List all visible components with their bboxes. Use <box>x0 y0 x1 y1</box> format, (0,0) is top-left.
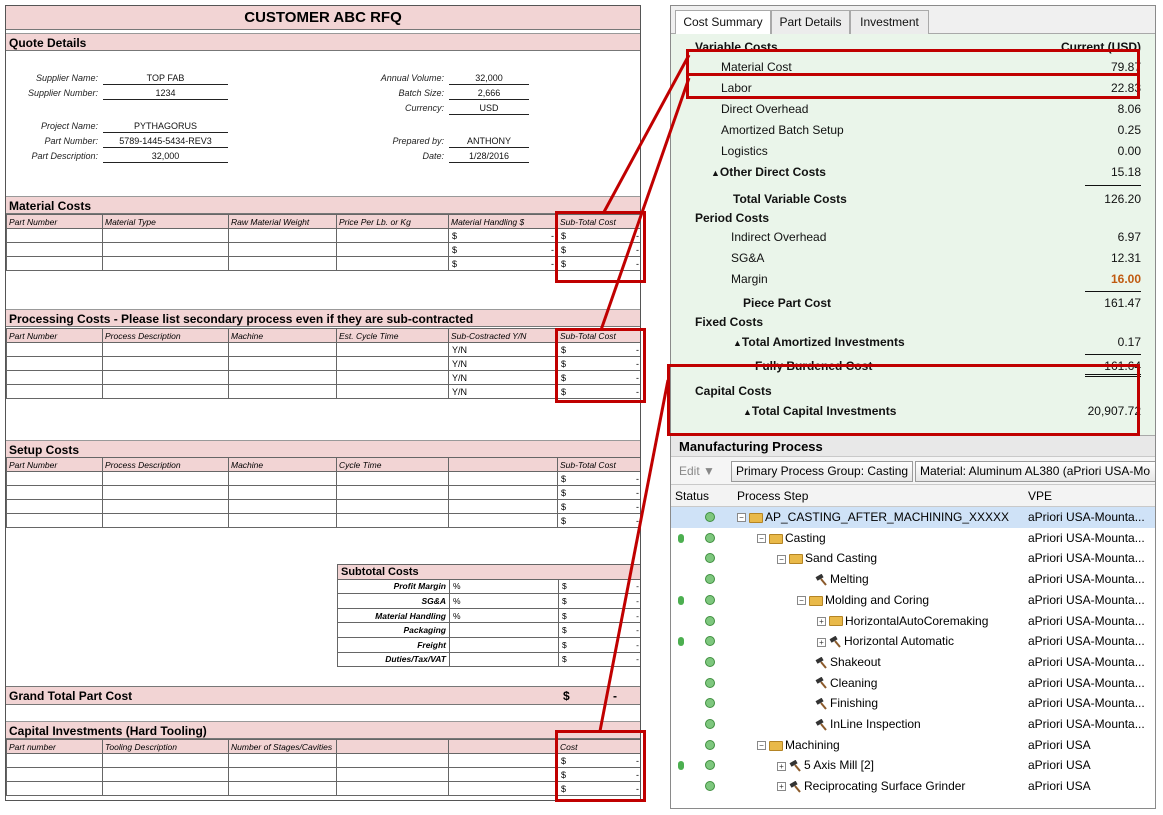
part-description-label: Part Description: <box>31 151 98 161</box>
rfq-title: CUSTOMER ABC RFQ <box>6 6 640 30</box>
project-name-label: Project Name: <box>40 121 98 131</box>
annual-volume-label: Annual Volume: <box>380 73 444 83</box>
process-step-name: Reciprocating Surface Grinder <box>804 779 966 794</box>
capital-investments-heading: Capital Investments (Hard Tooling) <box>6 721 640 739</box>
col-header: Part Number <box>7 458 103 472</box>
process-step-name: HorizontalAutoCoremaking <box>845 613 989 628</box>
other-direct-costs-value: 15.18 <box>1110 165 1141 179</box>
dash-value: - <box>636 258 639 269</box>
currency-symbol: $ <box>562 625 567 636</box>
col-header: Material Type <box>103 215 229 229</box>
part-number-field[interactable]: 5789-1445-5434-REV3 <box>103 135 228 148</box>
process-step-name: Horizontal Automatic <box>844 634 955 649</box>
total-amortized-investments-label: Total Amortized Investments <box>741 335 905 349</box>
material-costs-heading: Material Costs <box>6 196 640 214</box>
other-direct-costs-label: Other Direct Costs <box>719 165 826 179</box>
fully-burdened-cost-value: 161.64 <box>1104 359 1141 373</box>
currency-symbol: $ <box>561 372 567 383</box>
process-step-vpe: aPriori USA-Mounta... <box>1028 510 1145 524</box>
dash-value: - <box>551 258 554 269</box>
col-header: Part Number <box>7 329 103 343</box>
currency-symbol: $ <box>452 258 458 269</box>
supplier-number-label: Supplier Number: <box>27 88 98 98</box>
dash-value: - <box>636 230 639 241</box>
direct-overhead-value: 8.06 <box>1117 102 1141 116</box>
dash-value: - <box>636 610 640 621</box>
col-header: Machine <box>229 458 337 472</box>
yn-cell[interactable]: Y/N <box>449 343 558 357</box>
process-step-name: Shakeout <box>830 654 881 669</box>
capital-costs-label: Capital Costs <box>695 384 772 398</box>
grand-total-value: - <box>613 689 617 703</box>
process-step-column-header[interactable]: Process Step <box>737 489 809 503</box>
currency-symbol: $ <box>561 344 567 355</box>
col-header: Tooling Description <box>103 740 229 754</box>
period-costs-label: Period Costs <box>695 211 770 225</box>
process-step-vpe: aPriori USA-Mounta... <box>1028 654 1145 669</box>
row-label: Material Handling <box>338 608 450 623</box>
col-header: Process Description <box>103 458 229 472</box>
row-label: Freight <box>338 637 450 652</box>
fully-burdened-cost-label: Fully Burdened Cost <box>755 359 873 373</box>
logistics-value: 0.00 <box>1117 144 1141 158</box>
col-header: Machine <box>229 329 337 343</box>
dash-value: - <box>636 654 640 665</box>
col-header: Cycle Time <box>337 458 449 472</box>
expand-icon[interactable]: + <box>817 617 826 626</box>
process-step-vpe: aPriori USA-Mounta... <box>1028 696 1145 711</box>
dash-value: - <box>636 358 639 369</box>
supplier-name-label: Supplier Name: <box>35 73 98 83</box>
process-step-vpe: aPriori USA-Mounta... <box>1028 572 1145 587</box>
col-header: Sub-Costracted Y/N <box>449 329 558 343</box>
expand-icon[interactable]: + <box>777 782 786 791</box>
currency-symbol: $ <box>561 783 567 794</box>
indirect-overhead-label: Indirect Overhead <box>731 230 827 244</box>
currency-label: Currency: <box>404 103 444 113</box>
status-column-header[interactable]: Status <box>675 489 710 503</box>
part-number-label: Part Number: <box>44 136 98 146</box>
col-header: Raw Material Weight <box>229 215 337 229</box>
indirect-overhead-value: 6.97 <box>1117 230 1141 244</box>
currency-symbol: $ <box>561 230 567 241</box>
currency-symbol: $ <box>561 386 567 397</box>
process-step-vpe: aPriori USA <box>1028 737 1091 752</box>
expand-icon[interactable]: + <box>777 762 786 771</box>
collapse-triangle-icon[interactable]: ▲ <box>743 407 752 417</box>
edit-label: Edit <box>679 464 700 478</box>
date-label: Date: <box>422 151 444 161</box>
currency-symbol: $ <box>561 244 567 255</box>
supplier-name-field[interactable]: TOP FAB <box>103 72 228 85</box>
col-header: Cost <box>558 740 642 754</box>
material-button[interactable]: Material: Aluminum AL380 (aPriori USA-Mo <box>915 461 1156 482</box>
process-step-name: Molding and Coring <box>825 592 930 607</box>
process-step-name: Casting <box>785 530 826 545</box>
total-capital-investments-value: 20,907.72 <box>1087 404 1141 418</box>
sga-value: 12.31 <box>1110 251 1141 265</box>
process-step-name: Melting <box>830 572 869 587</box>
currency-symbol: $ <box>561 769 567 780</box>
dash-value: - <box>636 769 639 780</box>
yn-cell[interactable]: Y/N <box>449 357 558 371</box>
primary-process-group-button[interactable]: Primary Process Group: Casting <box>731 461 913 482</box>
yn-cell[interactable]: Y/N <box>449 385 558 399</box>
process-step-vpe: aPriori USA-Mounta... <box>1028 592 1145 607</box>
collapse-triangle-icon[interactable]: ▲ <box>733 338 742 348</box>
tab-investment[interactable]: Investment <box>850 10 929 34</box>
logistics-label: Logistics <box>721 144 768 158</box>
labor-label: Labor <box>721 81 752 95</box>
process-step-vpe: aPriori USA-Mounta... <box>1028 613 1145 628</box>
quote-details-heading: Quote Details <box>6 33 640 51</box>
labor-value: 22.83 <box>1110 81 1141 95</box>
row-label: SG&A <box>338 594 450 609</box>
dash-value: - <box>636 372 639 383</box>
row-label: Duties/Tax/VAT <box>338 652 450 667</box>
total-variable-costs-value: 126.20 <box>1104 192 1141 206</box>
sga-label: SG&A <box>731 251 765 265</box>
currency-symbol: $ <box>561 501 567 512</box>
yn-cell[interactable]: Y/N <box>449 371 558 385</box>
chevron-down-icon: ▼ <box>703 464 715 478</box>
connector-line <box>601 78 689 330</box>
batch-size-field[interactable]: 2,666 <box>449 87 529 100</box>
col-header: Sub-Total Cost <box>558 458 642 472</box>
currency-symbol: $ <box>452 230 458 241</box>
dash-value: - <box>636 515 639 526</box>
process-step-name: Sand Casting <box>805 551 878 566</box>
dash-value: - <box>636 625 640 636</box>
margin-value: 16.00 <box>1110 272 1141 286</box>
collapse-icon[interactable]: − <box>737 513 746 522</box>
prepared-by-field[interactable]: ANTHONY <box>449 135 529 148</box>
collapse-triangle-icon[interactable]: ▲ <box>711 168 720 178</box>
process-step-vpe: aPriori USA <box>1028 779 1091 794</box>
vpe-column-header[interactable]: VPE <box>1028 489 1053 503</box>
material-cost-label: Material Cost <box>721 60 792 74</box>
date-field[interactable]: 1/28/2016 <box>449 150 529 163</box>
collapse-icon[interactable]: − <box>777 555 786 564</box>
currency-symbol: $ <box>561 515 567 526</box>
col-header: Price Per Lb. or Kg <box>337 215 449 229</box>
grand-total-label: Grand Total Part Cost <box>9 689 133 703</box>
amortized-batch-setup-label: Amortized Batch Setup <box>721 123 844 137</box>
connector-line <box>600 380 668 731</box>
process-step-vpe: aPriori USA <box>1028 758 1091 773</box>
dash-value: - <box>636 581 640 592</box>
currency-symbol: $ <box>561 473 567 484</box>
pct-cell[interactable]: % <box>450 579 559 594</box>
dash-value: - <box>636 344 639 355</box>
currency-symbol: $ <box>562 654 567 665</box>
currency-symbol: $ <box>561 755 567 766</box>
process-step-name: 5 Axis Mill [2] <box>804 758 875 773</box>
process-step-vpe: aPriori USA-Mounta... <box>1028 675 1145 690</box>
currency-symbol: $ <box>562 581 567 592</box>
prepared-by-label: Prepared by: <box>392 136 444 146</box>
col-header: Sub-Total Cost <box>558 215 642 229</box>
current-usd-label: Current (USD) <box>1061 40 1141 54</box>
col-header: Est. Cycle Time <box>337 329 449 343</box>
dash-value: - <box>551 244 554 255</box>
process-step-vpe: aPriori USA-Mounta... <box>1028 530 1145 545</box>
project-name-field[interactable]: PYTHAGORUS <box>103 120 228 133</box>
col-header: Process Description <box>103 329 229 343</box>
dash-value: - <box>636 386 639 397</box>
piece-part-cost-label: Piece Part Cost <box>743 296 832 310</box>
collapse-icon[interactable]: − <box>757 741 766 750</box>
dash-value: - <box>636 501 639 512</box>
total-amortized-investments-value: 0.17 <box>1117 335 1141 349</box>
expand-icon[interactable]: + <box>817 638 826 647</box>
total-variable-costs-label: Total Variable Costs <box>733 192 847 206</box>
process-step-vpe: aPriori USA-Mounta... <box>1028 717 1145 731</box>
dash-value: - <box>636 473 639 484</box>
currency-symbol: $ <box>452 244 458 255</box>
process-step-name: Cleaning <box>830 675 878 690</box>
setup-costs-heading: Setup Costs <box>6 440 640 458</box>
piece-part-cost-value: 161.47 <box>1104 296 1141 310</box>
processing-costs-heading: Processing Costs - Please list secondary process even if they are sub-contracted <box>6 309 640 327</box>
connector-line <box>604 55 689 212</box>
part-description-field[interactable]: 32,000 <box>103 150 228 163</box>
tab-cost-summary[interactable]: Cost Summary <box>675 10 771 35</box>
process-step-vpe: aPriori USA-Mounta... <box>1028 551 1145 566</box>
process-step-name: AP_CASTING_AFTER_MACHINING_XXXXX <box>765 510 1010 524</box>
row-label: Profit Margin <box>338 579 450 594</box>
batch-size-label: Batch Size: <box>398 88 444 98</box>
process-step-name: Finishing <box>830 696 879 711</box>
row-label: Packaging <box>338 623 450 638</box>
material-cost-value: 79.87 <box>1110 60 1141 74</box>
fixed-costs-label: Fixed Costs <box>695 315 764 329</box>
currency-symbol: $ <box>561 487 567 498</box>
col-header: Sub-Total Cost <box>558 329 642 343</box>
currency-symbol: $ <box>561 358 567 369</box>
currency-symbol: $ <box>562 610 567 621</box>
process-step-name: InLine Inspection <box>830 717 921 731</box>
variable-costs-label: Variable Costs <box>695 40 778 54</box>
dash-value: - <box>636 595 640 606</box>
col-header: Material Handling $ <box>449 215 558 229</box>
dash-value: - <box>636 783 639 794</box>
manufacturing-process-heading: Manufacturing Process <box>671 435 1155 457</box>
pct-cell[interactable]: % <box>450 608 559 623</box>
process-step-name: Machining <box>785 737 840 752</box>
currency-symbol: $ <box>562 639 567 650</box>
currency-symbol: $ <box>562 595 567 606</box>
margin-label: Margin <box>731 272 768 286</box>
dash-value: - <box>551 230 554 241</box>
tab-part-details[interactable]: Part Details <box>771 10 850 34</box>
direct-overhead-label: Direct Overhead <box>721 102 809 116</box>
dash-value: - <box>636 244 639 255</box>
collapse-icon[interactable]: − <box>797 596 806 605</box>
pct-cell[interactable]: % <box>450 594 559 609</box>
annual-volume-field[interactable]: 32,000 <box>449 72 529 85</box>
col-header: Number of Stages/Cavities <box>229 740 337 754</box>
collapse-icon[interactable]: − <box>757 534 766 543</box>
col-header: Part number <box>7 740 103 754</box>
supplier-number-field[interactable]: 1234 <box>103 87 228 100</box>
process-step-vpe: aPriori USA-Mounta... <box>1028 634 1145 649</box>
currency-field[interactable]: USD <box>449 102 529 115</box>
dash-value: - <box>636 755 639 766</box>
dash-value: - <box>636 639 640 650</box>
currency-symbol: $ <box>561 258 567 269</box>
subtotal-costs-heading: Subtotal Costs <box>338 565 642 580</box>
col-header: Part Number <box>7 215 103 229</box>
dash-value: - <box>636 487 639 498</box>
amortized-batch-setup-value: 0.25 <box>1117 123 1141 137</box>
grand-total-currency: $ <box>563 689 570 703</box>
total-capital-investments-label: Total Capital Investments <box>751 404 897 418</box>
